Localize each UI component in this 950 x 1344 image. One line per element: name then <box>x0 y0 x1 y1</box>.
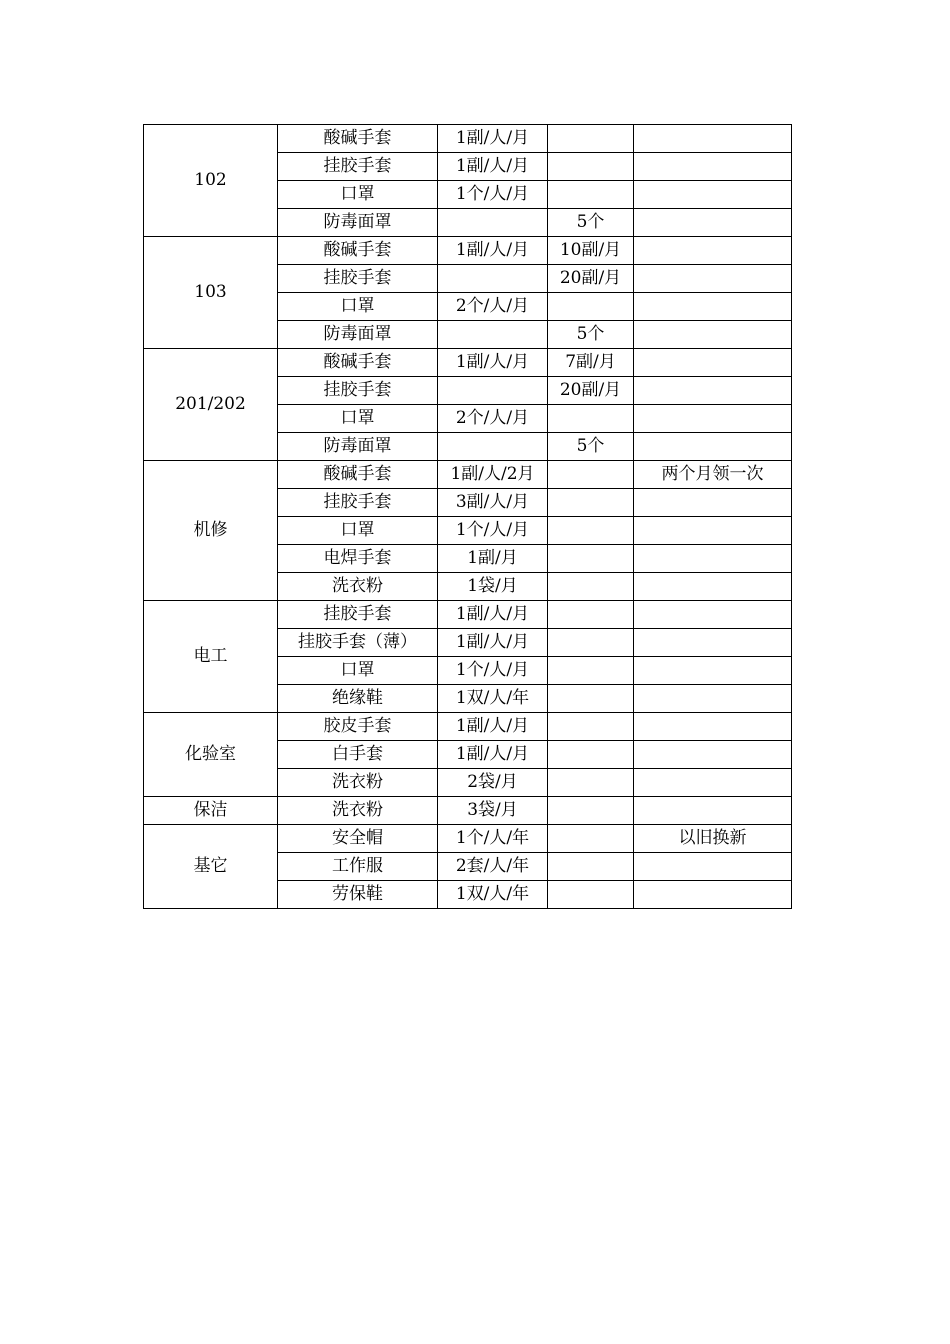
quantity-cell: 10副/月 <box>548 237 634 265</box>
quota-cell: 2袋/月 <box>438 769 548 797</box>
item-cell: 挂胶手套（薄） <box>278 629 438 657</box>
quantity-cell <box>548 881 634 909</box>
department-cell: 102 <box>144 125 278 237</box>
quantity-cell: 5个 <box>548 433 634 461</box>
quantity-cell <box>548 797 634 825</box>
note-cell: 以旧换新 <box>634 825 792 853</box>
note-cell <box>634 489 792 517</box>
note-cell <box>634 377 792 405</box>
quota-cell <box>438 209 548 237</box>
quota-cell <box>438 433 548 461</box>
quota-cell: 2个/人/月 <box>438 405 548 433</box>
table-row <box>144 797 792 825</box>
quota-cell <box>438 265 548 293</box>
note-cell <box>634 209 792 237</box>
quantity-cell: 5个 <box>548 209 634 237</box>
note-cell <box>634 349 792 377</box>
note-cell <box>634 573 792 601</box>
item-cell: 酸碱手套 <box>278 461 438 489</box>
quantity-cell <box>548 181 634 209</box>
note-cell <box>634 153 792 181</box>
table-row <box>144 825 792 853</box>
quota-cell: 1副/人/月 <box>438 153 548 181</box>
note-cell <box>634 517 792 545</box>
quota-cell: 1副/人/月 <box>438 349 548 377</box>
item-cell: 挂胶手套 <box>278 489 438 517</box>
department-cell: 化验室 <box>144 713 278 797</box>
quota-cell: 1个/人/月 <box>438 657 548 685</box>
quota-cell <box>438 321 548 349</box>
department-cell: 103 <box>144 237 278 349</box>
note-cell <box>634 741 792 769</box>
quota-cell: 1副/人/月 <box>438 601 548 629</box>
quantity-cell <box>548 461 634 489</box>
quantity-cell: 5个 <box>548 321 634 349</box>
note-cell <box>634 321 792 349</box>
quota-cell: 3袋/月 <box>438 797 548 825</box>
quantity-cell <box>548 769 634 797</box>
quota-cell: 2套/人/年 <box>438 853 548 881</box>
quota-cell: 1副/人/月 <box>438 125 548 153</box>
note-cell <box>634 853 792 881</box>
quantity-cell <box>548 573 634 601</box>
item-cell: 电焊手套 <box>278 545 438 573</box>
quantity-cell <box>548 405 634 433</box>
quota-cell: 2个/人/月 <box>438 293 548 321</box>
note-cell <box>634 545 792 573</box>
item-cell: 口罩 <box>278 517 438 545</box>
item-cell: 口罩 <box>278 405 438 433</box>
item-cell: 防毒面罩 <box>278 433 438 461</box>
note-cell <box>634 433 792 461</box>
quota-cell: 1副/月 <box>438 545 548 573</box>
quantity-cell <box>548 741 634 769</box>
quantity-cell <box>548 125 634 153</box>
quota-cell: 1个/人/年 <box>438 825 548 853</box>
quantity-cell: 20副/月 <box>548 265 634 293</box>
item-cell: 口罩 <box>278 181 438 209</box>
note-cell <box>634 629 792 657</box>
table-row <box>144 713 792 741</box>
quota-cell: 1副/人/月 <box>438 629 548 657</box>
item-cell: 酸碱手套 <box>278 237 438 265</box>
table-row <box>144 125 792 153</box>
quota-cell: 3副/人/月 <box>438 489 548 517</box>
department-cell: 保洁 <box>144 797 278 825</box>
quantity-cell <box>548 545 634 573</box>
department-cell: 机修 <box>144 461 278 601</box>
quota-cell: 1个/人/月 <box>438 181 548 209</box>
department-cell: 201/202 <box>144 349 278 461</box>
quantity-cell <box>548 657 634 685</box>
note-cell <box>634 713 792 741</box>
item-cell: 挂胶手套 <box>278 265 438 293</box>
note-cell <box>634 265 792 293</box>
note-cell <box>634 125 792 153</box>
supply-table <box>143 124 792 909</box>
quantity-cell: 7副/月 <box>548 349 634 377</box>
quantity-cell <box>548 853 634 881</box>
note-cell <box>634 685 792 713</box>
note-cell <box>634 293 792 321</box>
note-cell <box>634 237 792 265</box>
supply-table-body <box>144 125 792 909</box>
item-cell: 酸碱手套 <box>278 125 438 153</box>
table-row <box>144 349 792 377</box>
quota-cell: 1双/人/年 <box>438 881 548 909</box>
quota-cell: 1袋/月 <box>438 573 548 601</box>
item-cell: 口罩 <box>278 657 438 685</box>
item-cell: 白手套 <box>278 741 438 769</box>
item-cell: 防毒面罩 <box>278 321 438 349</box>
item-cell: 口罩 <box>278 293 438 321</box>
item-cell: 胶皮手套 <box>278 713 438 741</box>
item-cell: 挂胶手套 <box>278 601 438 629</box>
table-row <box>144 237 792 265</box>
note-cell: 两个月领一次 <box>634 461 792 489</box>
quantity-cell <box>548 713 634 741</box>
item-cell: 洗衣粉 <box>278 573 438 601</box>
note-cell <box>634 181 792 209</box>
item-cell: 酸碱手套 <box>278 349 438 377</box>
quota-cell: 1副/人/月 <box>438 713 548 741</box>
quota-cell <box>438 377 548 405</box>
item-cell: 绝缘鞋 <box>278 685 438 713</box>
quota-cell: 1个/人/月 <box>438 517 548 545</box>
quantity-cell <box>548 517 634 545</box>
table-row <box>144 461 792 489</box>
quota-cell: 1副/人/月 <box>438 237 548 265</box>
quantity-cell <box>548 293 634 321</box>
note-cell <box>634 797 792 825</box>
item-cell: 劳保鞋 <box>278 881 438 909</box>
note-cell <box>634 881 792 909</box>
quantity-cell <box>548 153 634 181</box>
quantity-cell <box>548 685 634 713</box>
quantity-cell <box>548 825 634 853</box>
note-cell <box>634 657 792 685</box>
item-cell: 挂胶手套 <box>278 153 438 181</box>
item-cell: 防毒面罩 <box>278 209 438 237</box>
table-row <box>144 601 792 629</box>
quantity-cell <box>548 629 634 657</box>
quota-cell: 1副/人/月 <box>438 741 548 769</box>
item-cell: 挂胶手套 <box>278 377 438 405</box>
quantity-cell <box>548 601 634 629</box>
quantity-cell: 20副/月 <box>548 377 634 405</box>
department-cell: 基它 <box>144 825 278 909</box>
note-cell <box>634 405 792 433</box>
item-cell: 工作服 <box>278 853 438 881</box>
note-cell <box>634 769 792 797</box>
quota-cell: 1双/人/年 <box>438 685 548 713</box>
quota-cell: 1副/人/2月 <box>438 461 548 489</box>
quantity-cell <box>548 489 634 517</box>
item-cell: 洗衣粉 <box>278 769 438 797</box>
item-cell: 洗衣粉 <box>278 797 438 825</box>
note-cell <box>634 601 792 629</box>
department-cell: 电工 <box>144 601 278 713</box>
item-cell: 安全帽 <box>278 825 438 853</box>
